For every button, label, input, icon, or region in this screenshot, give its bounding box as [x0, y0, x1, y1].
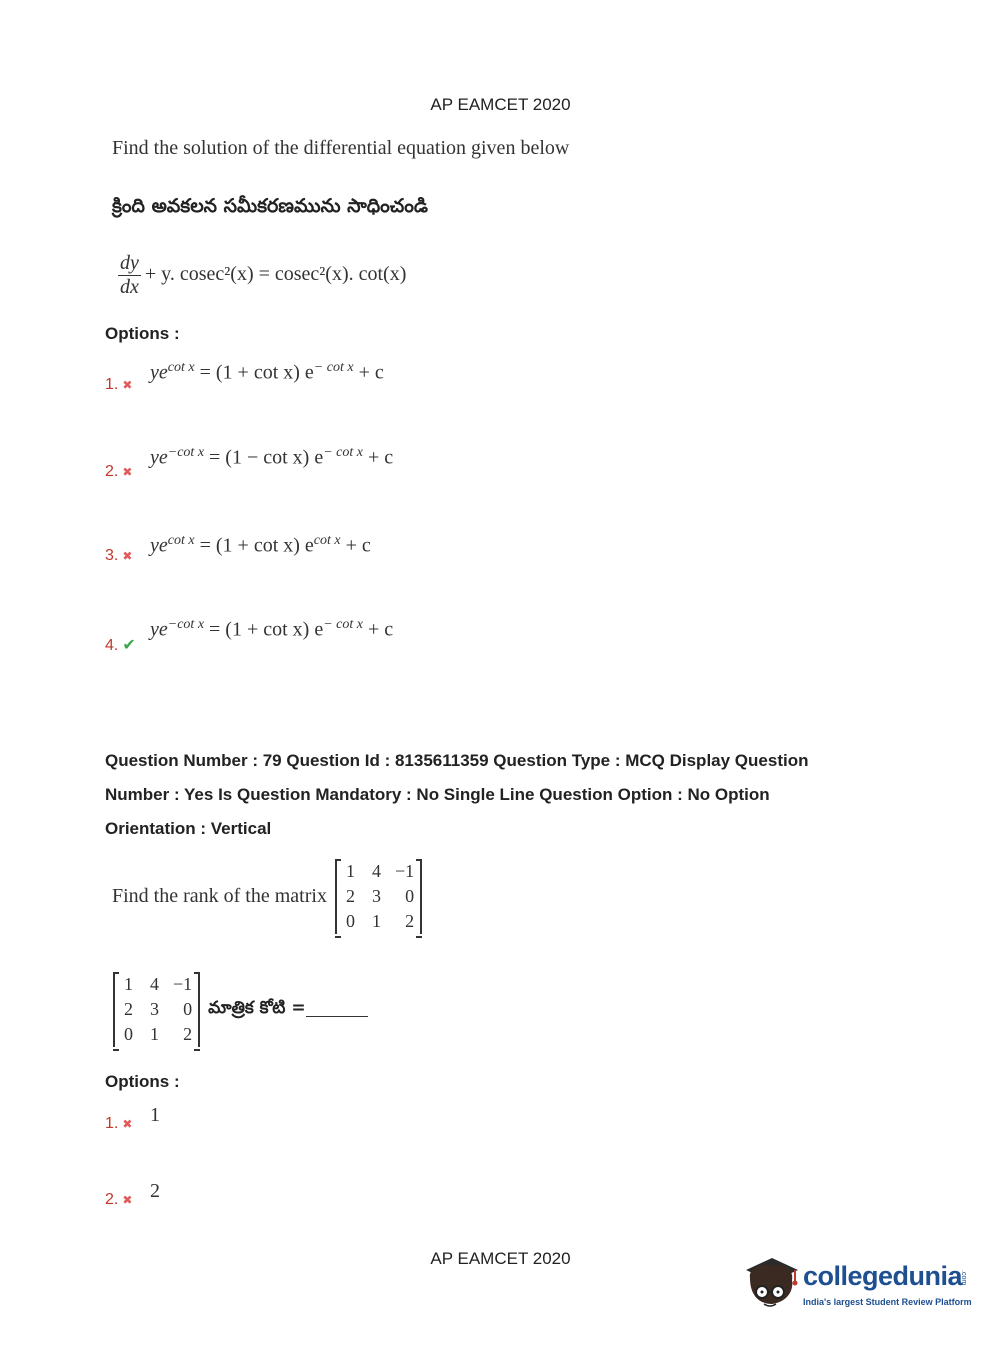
matrix-cell: 0 — [345, 911, 355, 931]
collegedunia-mascot-icon — [742, 1248, 804, 1320]
option-index: 2. — [105, 1191, 119, 1208]
matrix-cell: 2 — [124, 999, 133, 1019]
option-lhs-exponent: cot x — [167, 360, 195, 375]
derivative-fraction — [118, 251, 141, 298]
option-lhs: ye — [150, 361, 168, 384]
option-expression — [150, 617, 393, 642]
logo-suffix: .com — [960, 1270, 967, 1286]
option-number — [105, 463, 132, 481]
option-lhs: ye — [150, 534, 168, 557]
correct-check-icon: ✔ — [122, 637, 136, 654]
matrix-cell: 4 — [150, 974, 159, 994]
matrix-cell: 1 — [345, 861, 355, 881]
wrong-icon: ✖ — [122, 465, 133, 479]
option-tail: + c — [353, 361, 384, 384]
option-rhs-exponent: − cot x — [323, 445, 363, 460]
wrong-icon: ✖ — [122, 1117, 133, 1131]
option-value: 2 — [150, 1180, 160, 1202]
wrong-icon: ✖ — [122, 378, 133, 392]
rank-question-text: Find the rank of the matrix — [112, 885, 327, 907]
options-label: Options : — [105, 324, 180, 343]
option-rhs-exponent: cot x — [313, 533, 341, 548]
option-expression — [150, 445, 393, 470]
option-index: 3. — [105, 547, 119, 564]
question-text-english: Find the solution of the differential equation given below — [112, 137, 570, 159]
option-number — [105, 635, 136, 655]
differential-equation — [118, 251, 406, 298]
logo-wordmark: collegedunia — [803, 1261, 963, 1291]
matrix-cell: 1 — [371, 911, 381, 931]
matrix-cell: −1 — [173, 974, 193, 994]
option-index: 1. — [105, 376, 119, 393]
matrix-cell: 2 — [405, 911, 415, 931]
matrix-cell: 0 — [405, 886, 415, 906]
option-lhs: ye — [150, 446, 168, 469]
page-header: AP EAMCET 2020 — [430, 95, 571, 114]
option-number — [105, 547, 132, 565]
matrix-cell: 3 — [371, 886, 381, 906]
matrix-cell: −1 — [394, 861, 415, 881]
option-tail: + c — [363, 446, 394, 469]
option-tail: + c — [340, 534, 371, 557]
option-value: 1 — [150, 1104, 160, 1126]
matrix-cell: 0 — [124, 1024, 133, 1044]
options-label: Options : — [105, 1072, 180, 1091]
option-rhs: = (1 + cot x) e — [194, 534, 314, 557]
matrix — [113, 972, 200, 1047]
wrong-icon: ✖ — [122, 549, 133, 563]
fraction-denominator: dx — [120, 276, 139, 298]
option-rhs-exponent: − cot x — [313, 360, 354, 375]
logo-tagline: India's largest Student Review Platform — [803, 1297, 972, 1307]
fraction-numerator: dy — [120, 252, 139, 274]
rank-question-telugu — [113, 972, 368, 1047]
option-index: 2. — [105, 463, 119, 480]
option-rhs-exponent: − cot x — [323, 617, 363, 632]
option-rhs: = (1 + cot x) e — [204, 618, 324, 641]
option-lhs: ye — [150, 618, 168, 641]
option-lhs-exponent: −cot x — [167, 445, 205, 460]
metadata-line: Orientation : Vertical — [105, 819, 272, 838]
equation-rest: + y. cosec²(x) = cosec²(x). cot(x) — [144, 263, 407, 285]
option-rhs: = (1 + cot x) e — [194, 361, 314, 384]
metadata-line: Number : Yes Is Question Mandatory : No Single Line Question Option : No Option — [105, 785, 770, 804]
option-number — [105, 1191, 132, 1209]
metadata-line: Question Number : 79 Question Id : 8135611359 Question Type : MCQ Display Question — [105, 751, 809, 770]
option-expression — [150, 533, 371, 558]
wrong-icon: ✖ — [122, 1193, 133, 1207]
option-expression — [150, 360, 384, 385]
option-rhs: = (1 − cot x) e — [204, 446, 324, 469]
option-number — [105, 1115, 132, 1133]
rank-question — [112, 859, 422, 934]
matrix-cell: 0 — [183, 999, 193, 1019]
option-index: 1. — [105, 1115, 119, 1132]
option-number — [105, 376, 132, 394]
matrix-cell: 3 — [150, 999, 159, 1019]
matrix — [335, 859, 422, 934]
option-tail: + c — [363, 618, 394, 641]
question-text-telugu: క్రింది అవకలన సమీకరణమును సాధించండి — [112, 195, 428, 217]
option-lhs-exponent: cot x — [167, 533, 195, 548]
matrix-cell: 1 — [150, 1024, 159, 1044]
question-metadata — [105, 744, 885, 846]
matrix-cell: 2 — [345, 886, 355, 906]
rank-question-telugu-text: మాత్రిక కోటి = — [208, 997, 306, 1018]
page-footer: AP EAMCET 2020 — [430, 1249, 571, 1268]
matrix-cell: 1 — [124, 974, 133, 994]
matrix-cell: 2 — [183, 1024, 193, 1044]
option-lhs-exponent: −cot x — [167, 617, 205, 632]
option-index: 4. — [105, 637, 119, 654]
matrix-cell: 4 — [371, 861, 381, 881]
answer-blank — [306, 1002, 368, 1017]
